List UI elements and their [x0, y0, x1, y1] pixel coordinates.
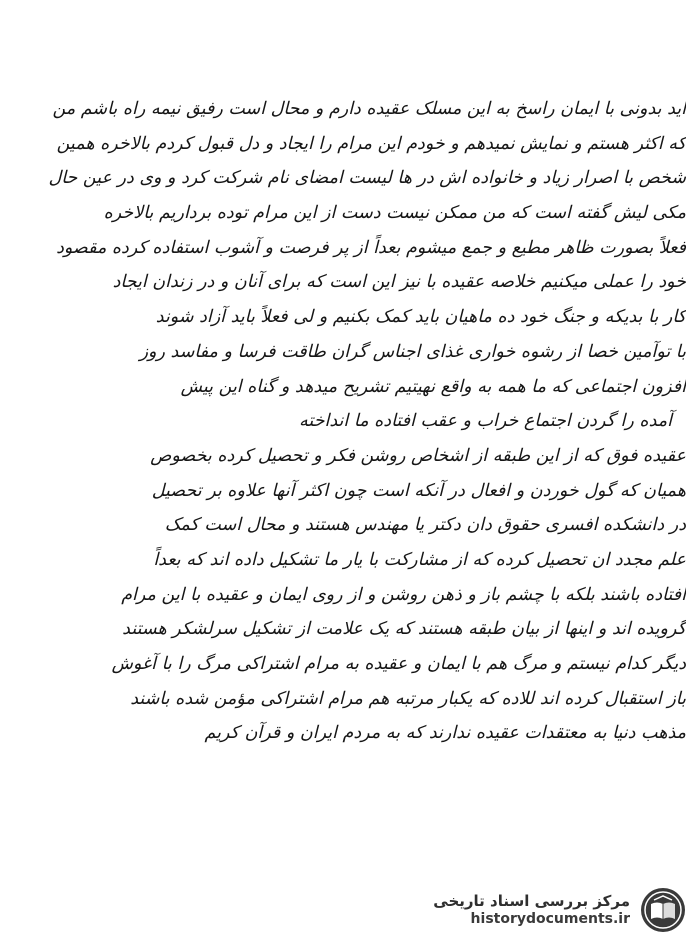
handwritten-line: مذهب دنیا به معتقدات عقیده ندارند که به مردم ایران و قرآن کریم — [204, 723, 686, 744]
handwritten-line: مکی لیش گفته است که من ممکن نیست دست از این مرام توده برداریم بالاخره — [103, 203, 686, 224]
handwritten-line: با توآمین خصا از رشوه خواری غذای اجناس گران طاقت فرسا و مفاسد روز — [139, 341, 686, 362]
handwritten-line: همیان که گول خوردن و افعال در آنکه است چون اکثر آنها علاوه بر تحصیل — [151, 480, 686, 501]
handwritten-line: عقیده فوق که از این طبقه از اشخاص روشن فکر و تحصیل کرده بخصوص — [150, 445, 686, 466]
handwritten-line: باز استقبال کرده اند للاده که یکبار مرتبه هم مرام اشتراکی مؤمن شده باشند — [130, 688, 686, 709]
handwritten-line: در دانشکده افسری حقوق دان دکتر یا مهندس هستند و محال است کمک — [164, 515, 686, 536]
handwritten-letter — [14, 92, 686, 751]
watermark-text — [433, 893, 630, 926]
handwritten-line: افتاده باشند بلکه با چشم باز و ذهن روشن و از روی ایمان و عقیده با این مرام — [121, 584, 686, 605]
watermark-title: مرکز بررسی اسناد تاریخی — [433, 892, 630, 911]
handwritten-line: افزون اجتماعی که ما همه به واقع نهیتیم تشریح میدهد و گناه این پیش — [180, 376, 686, 397]
handwritten-line: گرویده اند و اینها از بیان طبقه هستند که یک علامت از تشکیل سرلشکر هستند — [122, 619, 686, 640]
book-emblem-icon — [640, 887, 686, 933]
handwritten-line: آمده را گردن اجتماع خراب و عقب افتاده ما انداخته — [299, 411, 672, 432]
handwritten-line: فعلاً بصورت ظاهر مطیع و جمع میشوم بعداً از پر فرصت و آشوب استفاده کرده مقصود — [56, 237, 686, 258]
handwritten-line: خود را عملی میکنیم خلاصه عقیده با نیز این است که برای آنان و در زندان ایجاد — [112, 272, 686, 293]
handwritten-line: علم مجدد ان تحصیل کرده که از مشارکت با یار ما تشکیل داده اند که بعداً — [153, 549, 686, 570]
handwritten-line: شخص با اصرار زیاد و خانواده اش در ها لیست امضای نام شرکت کرد و وی در عین حال — [48, 168, 686, 189]
archive-watermark — [404, 882, 686, 938]
handwritten-line: کار با بدیکه و جنگ خود ده ماهیان باید کمک بکنیم و لی فعلاً باید آزاد شوند — [155, 307, 686, 328]
handwritten-line: که اکثر هستم و نمایش نمیدهم و خودم این مرام را ایجاد و دل قبول کردم بالاخره همین — [56, 133, 686, 154]
handwritten-line: دیگر کدام نیستم و مرگ هم با ایمان و عقیده به مرام اشتراکی مرگ را با آغوش — [111, 654, 686, 674]
watermark-url: historydocuments.ir — [470, 910, 630, 927]
handwritten-line: اید بدونی با ایمان راسخ به این مسلک عقیده دارم و محال است رفیق نیمه راه باشم من — [52, 99, 686, 119]
